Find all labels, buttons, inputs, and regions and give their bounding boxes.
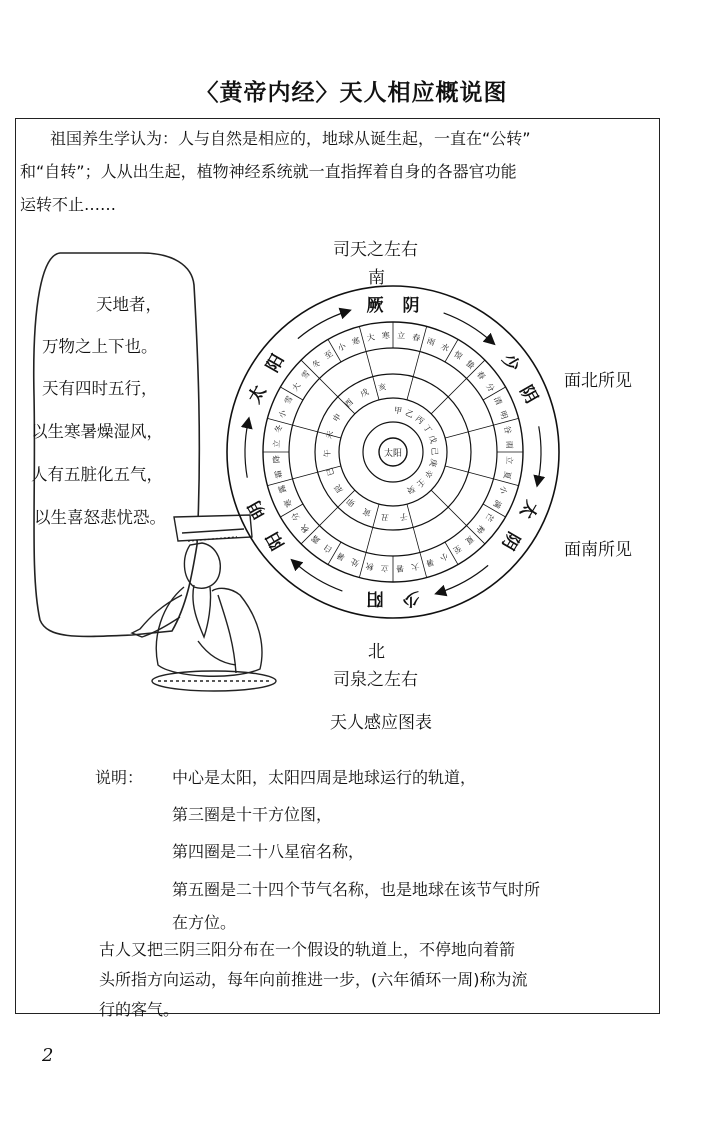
- yin-yang-char: 阴: [497, 528, 524, 553]
- ring-char: 寒: [350, 335, 362, 348]
- rotation-arrow: [444, 313, 492, 342]
- notes-line: 第三圈是十干方位图，: [172, 805, 333, 824]
- ring-char: 小: [438, 550, 450, 563]
- ring-char: 夏: [501, 470, 513, 481]
- ring-char: 立: [396, 331, 406, 341]
- rotation-arrow: [294, 562, 342, 591]
- notes-line: 第四圈是二十八星宿名称，: [172, 842, 365, 861]
- ring-char: 暑: [335, 550, 347, 563]
- notes-line: 中心是太阳，太阳四周是地球运行的轨道，: [172, 768, 477, 787]
- ring-char: 露: [276, 483, 289, 495]
- ring-char: 冬: [310, 358, 323, 371]
- right-lower-label: 面南所见: [564, 540, 632, 560]
- ring-char: 雪: [282, 394, 295, 406]
- ring-char: 分: [289, 510, 302, 523]
- inner-char: 亥: [377, 382, 388, 393]
- inner-char: 己: [429, 447, 440, 456]
- inner-char: 辛: [422, 467, 435, 480]
- yin-yang-char: 厥: [366, 296, 384, 317]
- yin-yang-char: 阴: [515, 382, 542, 408]
- inner-char: 甲: [393, 405, 403, 416]
- intro-paragraph: [20, 122, 648, 221]
- ring-char: 小: [336, 341, 348, 354]
- ring-char: 霜: [273, 469, 284, 480]
- ring-char: 分: [484, 381, 497, 394]
- notes-paragraph-line: 头所指方向运动，每年向前推进一步，(六年循环一周)称为流: [99, 970, 528, 989]
- notes-paragraph-line: 古人又把三阴三阳分布在一个假设的轨道上，不停地向着箭: [99, 940, 516, 959]
- inner-char: 壬: [414, 476, 427, 489]
- diagram-bottom-label: 司泉之左右: [333, 670, 418, 690]
- ring-divider: [493, 418, 518, 425]
- ring-char: 大: [290, 381, 303, 393]
- inner-char: 巳: [325, 466, 337, 477]
- ring-char: 冬: [273, 423, 285, 434]
- ring-char: 春: [411, 332, 422, 344]
- ring-char: 小: [497, 484, 509, 496]
- ring-char: 蛰: [464, 358, 477, 371]
- inner-char: 辰: [332, 482, 345, 495]
- ring-char: 清: [491, 395, 504, 407]
- ring-char: 夏: [463, 533, 476, 546]
- yin-yang-char: 明: [244, 496, 271, 522]
- ring-char: 满: [491, 498, 504, 510]
- intro-line: 和“自转”；人从出生起，植物神经系统就一直指挥着自身的各器官功能: [20, 162, 517, 181]
- yin-yang-char: 少: [402, 587, 420, 608]
- ring-char: 暑: [395, 563, 405, 574]
- ring-char: 立: [380, 563, 390, 573]
- yin-yang-char: 太: [244, 382, 271, 408]
- inner-char: 寅: [361, 506, 373, 518]
- cosmology-wheel: [223, 282, 563, 622]
- rotation-arrow: [245, 421, 248, 477]
- north-label: 北: [368, 642, 385, 662]
- bubble-line: 以生寒暑燥湿风，: [31, 422, 163, 441]
- yin-yang-char: 阳: [262, 528, 289, 553]
- ring-char: 雨: [504, 440, 515, 450]
- ring-char: 立: [504, 455, 514, 465]
- inner-char: 丁: [421, 423, 434, 435]
- yin-yang-char: 阳: [262, 351, 289, 376]
- inner-char: 申: [331, 411, 344, 424]
- ring-divider: [359, 552, 366, 577]
- ring-char: 秋: [364, 560, 375, 572]
- ring-char: 寒: [381, 330, 391, 341]
- bubble-line: 以生喜怒悲忧恐。: [34, 508, 166, 527]
- bubble-line: 万物之上下也。: [42, 337, 158, 356]
- notes-line: 第五圈是二十四个节气名称，也是地球在该节气时所: [172, 880, 541, 899]
- ring-char: 大: [365, 332, 376, 343]
- ring-char: 雪: [299, 368, 312, 381]
- ring-char: 白: [322, 542, 334, 555]
- south-label: 南: [368, 268, 385, 288]
- intro-line: 运转不止……: [20, 195, 117, 214]
- ring-char: 至: [322, 348, 335, 361]
- bubble-line: 人有五脏化五气，: [31, 465, 163, 484]
- ring-char: 春: [474, 369, 487, 382]
- bubble-line: 天有四时五行，: [42, 379, 158, 398]
- ring-char: 明: [497, 409, 510, 421]
- ring-char: 谷: [502, 424, 513, 435]
- ring-divider: [267, 479, 292, 486]
- inner-char: 午: [322, 449, 333, 458]
- ring-divider: [493, 479, 518, 486]
- ring-char: 水: [439, 341, 451, 354]
- ring-divider: [431, 490, 466, 525]
- notes-paragraph-line: 行的客气。: [99, 1000, 180, 1019]
- ring-char: 秋: [299, 522, 312, 535]
- ring-char: 大: [410, 561, 421, 572]
- inner-char: 戌: [359, 387, 371, 399]
- diagram-top-label: 司天之左右: [333, 240, 418, 260]
- notes-prefix: 说明：: [95, 768, 144, 787]
- ring-divider: [420, 326, 427, 351]
- inner-char: 乙: [404, 408, 415, 420]
- page-number: 2: [42, 1045, 54, 1066]
- inner-char: 未: [324, 429, 336, 440]
- inner-char: 酉: [343, 397, 356, 410]
- ring-char: 寒: [282, 497, 295, 509]
- inner-char: 卯: [345, 496, 358, 509]
- notes-line: 在方位。: [172, 913, 237, 932]
- rotation-arrow: [439, 565, 488, 592]
- ring-divider: [420, 552, 427, 577]
- yin-yang-char: 太: [515, 496, 542, 522]
- rotation-arrow: [298, 311, 347, 338]
- yin-yang-char: 少: [497, 351, 524, 376]
- ring-divider: [267, 418, 292, 425]
- inner-char: 丙: [413, 414, 426, 427]
- inner-char: 庚: [427, 457, 439, 468]
- ring-char: 处: [349, 556, 361, 568]
- ring-char: 暑: [424, 556, 436, 569]
- ring-char: 种: [474, 523, 487, 536]
- ring-char: 至: [451, 543, 464, 556]
- bubble-line: 天地者，: [96, 295, 162, 314]
- ring-char: 惊: [452, 349, 464, 362]
- inner-char: 子: [398, 511, 409, 522]
- ring-char: 雨: [425, 336, 437, 348]
- ring-divider: [431, 378, 466, 413]
- inner-char: 丑: [380, 512, 390, 522]
- right-upper-label: 面北所见: [564, 371, 632, 391]
- yin-yang-char: 阴: [402, 296, 420, 317]
- ring-char: 小: [277, 408, 289, 420]
- inner-char: 癸: [405, 483, 417, 496]
- intro-line: 祖国养生学认为：人与自然是相应的，地球从诞生起，一直在“公转”: [50, 129, 531, 148]
- ring-divider: [359, 326, 366, 351]
- ring-char: 立: [272, 439, 282, 449]
- page-title: 〈黄帝内经〉天人相应概说图: [195, 80, 508, 106]
- inner-char: 戊: [427, 434, 439, 445]
- yin-yang-char: 阳: [366, 587, 384, 608]
- diagram-caption: 天人感应图表: [330, 713, 432, 733]
- sun-label: 太阳: [383, 449, 403, 459]
- rotation-arrow: [538, 426, 541, 482]
- ring-char: 芒: [483, 511, 496, 523]
- ring-char: 降: [271, 454, 282, 464]
- ring-char: 露: [309, 533, 322, 546]
